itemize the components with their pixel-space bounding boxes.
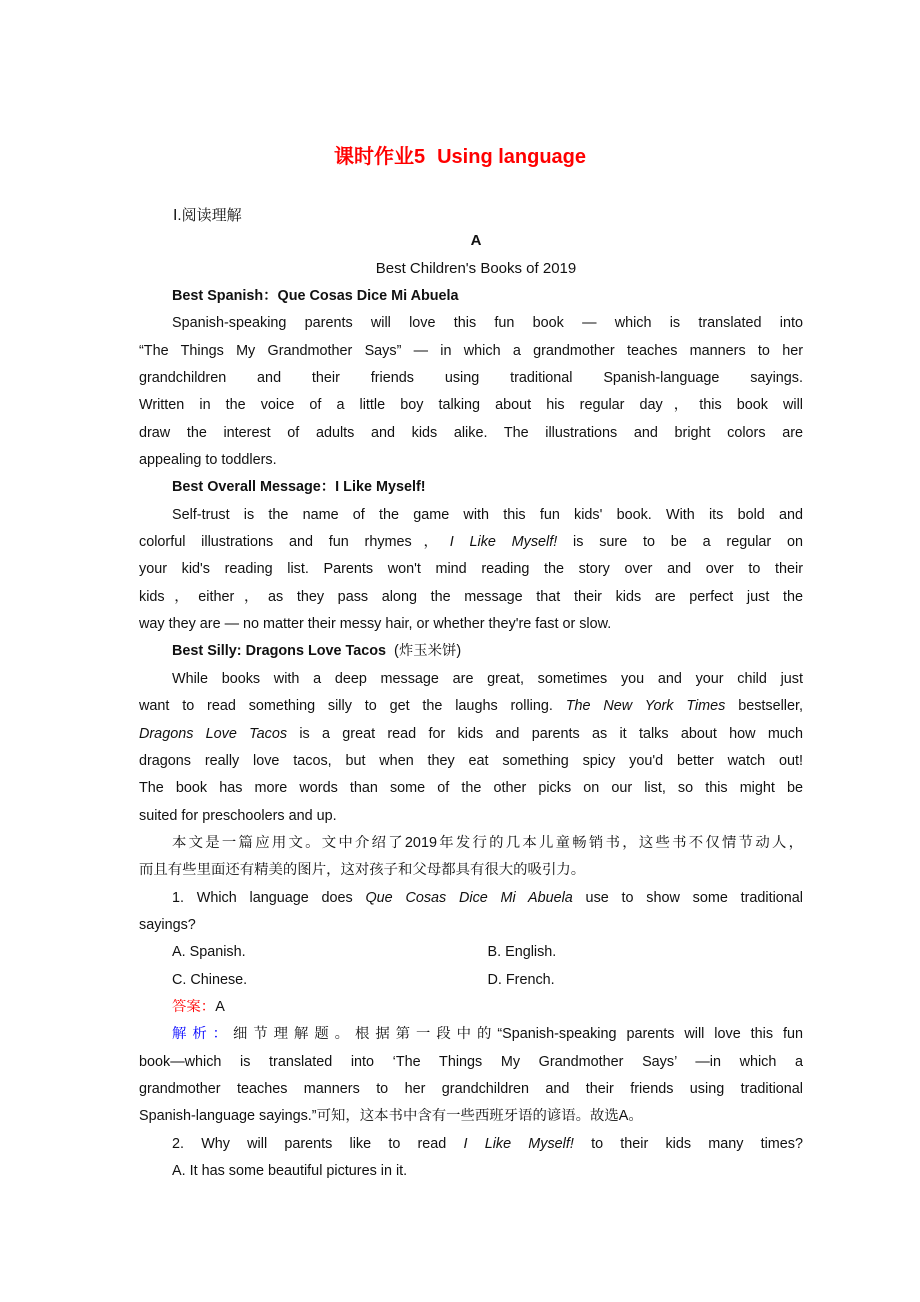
text-segment: book—which is translated into ‘The Things My Grandmother Says’ —in which a (139, 1053, 803, 1070)
section-heading: Ⅰ.阅读理解 (173, 207, 242, 224)
text-segment: Best Silly: Dragons Love Tacos (172, 643, 387, 660)
text-segment: A (215, 998, 225, 1015)
text-segment: Written in the voice of a little boy talking about his regular day，this book will (139, 397, 803, 414)
text-segment: way they are — no matter their messy hair, or whether they're fast or slow. (139, 616, 612, 633)
text-segment: Best Spanish：Que Cosas Dice Mi Abuela (172, 288, 459, 304)
option: C. Chinese. (172, 971, 248, 988)
text-line (139, 638, 803, 665)
text-segment: I Like Myself! (449, 534, 558, 551)
text-line (139, 693, 803, 720)
text-segment: Best Overall Message：I Like Myself! (172, 479, 426, 496)
text-line (139, 1131, 803, 1158)
option: B. English. (487, 944, 557, 961)
text-line (139, 1049, 803, 1076)
text-segment: dragons really love tacos, but when they eat something spicy you'd better watch out! (139, 752, 803, 769)
text-line (139, 556, 803, 583)
text-segment: Self-trust is the name of the game with this fun kids' book. With its bold and (172, 506, 803, 523)
text-line (139, 611, 803, 638)
text-line (139, 803, 803, 830)
text-line (139, 830, 803, 857)
text-segment: Dragons Love Tacos (139, 725, 288, 742)
document-body (139, 283, 803, 1185)
text-line (139, 748, 803, 775)
option: A. Spanish. (172, 944, 246, 961)
text-segment: colorful illustrations and fun rhymes， (139, 534, 450, 551)
text-segment: to their kids many times? (573, 1135, 803, 1152)
text-line (139, 310, 803, 337)
answer-options (139, 967, 803, 994)
option: D. French. (487, 971, 555, 988)
text-line (139, 1021, 803, 1048)
text-line (139, 1076, 803, 1103)
passage-label: A (470, 232, 482, 249)
text-line (139, 474, 803, 501)
text-segment: draw the interest of adults and kids alike. The illustrations and bright colors are (139, 424, 803, 441)
text-segment: 2. Why will parents like to read (172, 1135, 464, 1152)
text-segment: 细节理解题。根据第一段中的“Spanish-speaking parents will love this fun (233, 1026, 803, 1043)
text-segment: Que Cosas Dice Mi Abuela (365, 889, 573, 906)
title-en: Using language (437, 146, 587, 168)
page-title (0, 144, 920, 170)
text-segment: I Like Myself! (463, 1135, 574, 1152)
text-segment: 1. Which language does (172, 889, 366, 906)
text-segment: 解析： (172, 1026, 233, 1043)
text-line (139, 1103, 803, 1130)
text-line (139, 994, 803, 1021)
text-segment: 而且有些里面还有精美的图片，这对孩子和父母都具有很大的吸引力。 (139, 862, 586, 879)
text-line (139, 857, 803, 884)
text-line (139, 392, 803, 419)
text-line (139, 885, 803, 912)
text-segment: A. It has some beautiful pictures in it. (172, 1163, 408, 1179)
text-line (139, 912, 803, 939)
text-segment: Spanish-speaking parents will love this fun book — which is translated into (172, 315, 803, 332)
text-segment: sayings? (139, 916, 196, 933)
text-segment: is a great read for kids and parents as it talks about how much (287, 725, 804, 742)
passage-title: Best Children's Books of 2019 (375, 260, 577, 277)
text-line (139, 775, 803, 802)
text-segment: your kid's reading list. Parents won't mind reading the story over and over to their (139, 561, 803, 578)
text-line (139, 365, 803, 392)
text-segment: appealing to toddlers. (139, 452, 277, 469)
text-segment: is sure to be a regular on (557, 534, 803, 551)
text-segment: While books with a deep message are great, sometimes you and your child just (172, 670, 803, 687)
title-cn: 课时作业5 (333, 146, 426, 168)
text-line (139, 420, 803, 447)
text-line (139, 721, 803, 748)
text-segment: The book has more words than some of the other picks on our list, so this might be (139, 780, 803, 797)
text-segment: kids，either，as they pass along the message that their kids are perfect just the (139, 588, 803, 605)
answer-options (139, 939, 803, 966)
text-segment: 本文是一篇应用文。文中介绍了2019年发行的几本儿童畅销书，这些书不仅情节动人， (172, 834, 803, 851)
text-segment: suited for preschoolers and up. (139, 807, 337, 824)
text-segment: “The Things My Grandmother Says” — in which a grandmother teaches manners to her (139, 342, 803, 359)
text-segment: Spanish-language sayings.”可知，这本书中含有一些西班牙语的谚语。故选A。 (139, 1108, 643, 1125)
text-segment: 答案： (172, 998, 216, 1015)
text-line (139, 1158, 803, 1185)
text-segment: want to read something silly to get the laughs rolling. (139, 698, 566, 715)
text-segment: bestseller, (725, 698, 803, 715)
text-segment: use to show some traditional (572, 889, 804, 906)
text-segment: (炸玉米饼) (386, 643, 462, 660)
text-line (139, 338, 803, 365)
text-segment: grandmother teaches manners to her grandchildren and their friends using traditional (139, 1080, 803, 1097)
text-segment: The New York Times (565, 698, 726, 715)
text-line (139, 666, 803, 693)
text-line (139, 283, 803, 310)
text-line (139, 447, 803, 474)
text-segment: grandchildren and their friends using traditional Spanish-language sayings. (139, 370, 803, 387)
text-line (139, 529, 803, 556)
text-line (139, 584, 803, 611)
text-line (139, 502, 803, 529)
